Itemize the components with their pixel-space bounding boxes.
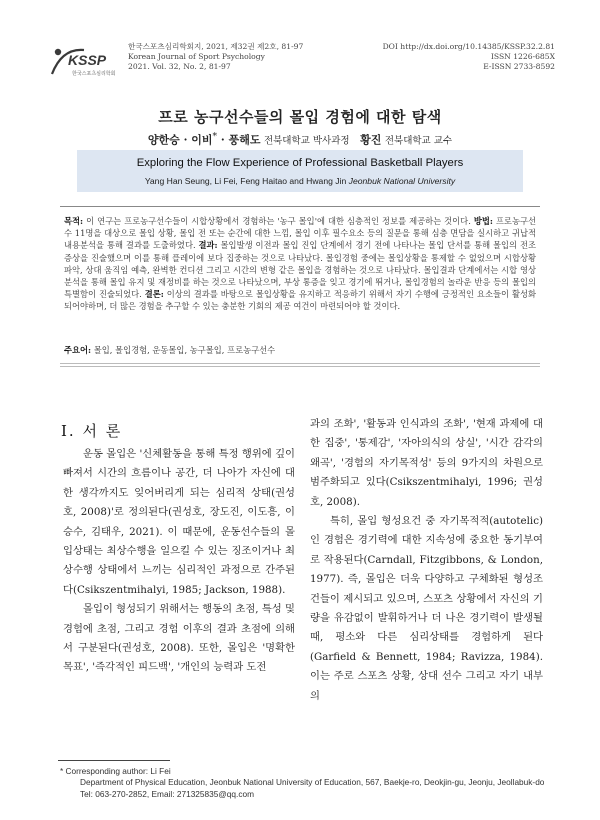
- journal-name-en: Korean Journal of Sport Psychology: [128, 52, 265, 61]
- affiliation-en: Jeonbuk National University: [348, 176, 456, 186]
- footnote: [60, 766, 550, 800]
- journal-volume: 2021. Vol. 32, No. 2, 81-97: [128, 62, 231, 71]
- eissn: E-ISSN 2733-8592: [483, 62, 555, 71]
- keywords-label: 주요어:: [64, 345, 92, 355]
- abstract-label-aim: 목적:: [64, 216, 84, 226]
- paragraph: 특히, 몰입 형성요건 중 자기목적적(autotelic)인 경험은 경기력에 대한 지속성에 중요한 동기부여로 작용된다(Carndall, Fitzgibbons, & London, 1977). 즉, 몰입은 더욱 다양하고 구체화된 형성조건들이 제시되고 있으며, 스포츠 상황에서 자신의 기량을 유감없이 발휘하거나 더 나은 경기력이 발생될 때, 평소와 다른 심리상태를 경험하게 된다(Garfield & Bennett, 1984; Ravizza, 1984). 이는 주로 스포츠 상황, 상대 선수 그리고 자기 내부의: [310, 515, 543, 702]
- authors-en: [0, 176, 600, 186]
- abstract-label-conclusion: 결론:: [144, 289, 164, 300]
- paragraph: 과의 조화', '활동과 인식과의 조화', '현재 과제에 대한 집중', '통제감', '자아의식의 상실', '시간 감각의 왜곡', '경험의 자기목적성' 등의 9가지의 차원으로 범주화되고 있다(Csikszentmihalyi, 1996; 권성호, 2008).: [310, 418, 543, 508]
- abstract-aim: 이 연구는 프로농구선수들이 시합상황에서 경험하는 '농구 몰입'에 대한 심층적인 정보를 제공하는 것이다.: [83, 216, 471, 226]
- keywords-text: 몰입, 몰입경험, 운동몰입, 농구몰입, 프로농구선수: [91, 345, 276, 355]
- corresponding-mark: *: [212, 131, 218, 142]
- issn: ISSN 1226-685X: [490, 52, 555, 61]
- abstract-method: 프로농구선수 11명을 대상으로 몰입 상황, 몰입 전 또는 순간에 대한 느낌, 몰입 이후 필수요소 등의 질문을 통해 심층 면담을 실시하고 귀납적 내용분석을 통해 결과를 도출하였다.: [64, 216, 536, 251]
- author-names-en: Yang Han Seung, Li Fei, Feng Haitao and Hwang Jin: [144, 176, 347, 186]
- footnote-contact: Tel: 063-270-2852, Email: 271325835@qq.com: [80, 788, 255, 799]
- abstract-divider: [60, 366, 540, 367]
- svg-text:KSSP: KSSP: [68, 52, 107, 68]
- author-affiliation-2: 전북대학교 교수: [384, 135, 453, 147]
- section-title: Ⅰ. 서 론: [61, 422, 123, 440]
- svg-text:한국스포츠심리학회: 한국스포츠심리학회: [72, 71, 116, 77]
- paper-title-kr: 프로 농구선수들의 몰입 경험에 대한 탐색: [158, 108, 442, 126]
- author-names: 양한승 · 이비: [147, 133, 213, 147]
- author-affiliation-1: 전북대학교 박사과정: [263, 135, 350, 147]
- abstract-label-method: 방법:: [473, 216, 493, 226]
- paragraph: 몰입이 형성되기 위해서는 행동의 초점, 특성 및 경험에 초점, 그리고 경험 이후의 결과 초점에 의해서 구분된다(권성호, 2008). 또한, 몰입은 '명확한 목표', '즉각적인 피드백', '개인의 능력과 도전: [63, 603, 295, 674]
- author-names-2: · 풍해도: [217, 133, 261, 147]
- doi: DOI http://dx.doi.org/10.14385/KSSP.32.2.81: [382, 42, 555, 51]
- journal-header: [50, 42, 555, 82]
- footnote-address: Department of Physical Education, Jeonbuk National University of Education, 567, Baekje-ro, Deokjin-gu, Jeonju, Jeollabuk-do: [80, 777, 545, 788]
- abstract-conclusion: 이상의 결과를 바탕으로 몰입상황을 유지하고 적응하기 위해서 자기 수행에 긍정적인 요소들이 활성화 되어야하며, 더 많은 경험을 추구할 수 있는 충분한 기회의 제공 여건이 마련되어야 할 것이다.: [64, 289, 536, 312]
- paragraph: 운동 몰입은 '신체활동을 통해 특정 행위에 깊이 빠져서 시간의 흐름이나 공간, 더 나아가 자신에 대한 생각까지도 잊어버리게 되는 심리적 상태(권성호, 2008)'로 정의된다(권성호, 장도진, 이도흥, 이승수, 김태우, 2021). 이 때문에, 운동선수들의 몰입상태는 최상수행을 일으킬 수 있는 징조이거나 최상수행 상태에서 느끼는 심리적인 과정으로 간주된다(Csikszentmihalyi, 1985; Jackson, 1988).: [63, 448, 295, 596]
- body-column-left: [63, 445, 295, 678]
- authors-kr: [0, 131, 600, 148]
- body-column-right: [310, 415, 543, 706]
- abstract: [64, 215, 536, 313]
- abstract-result: 몰입발생 이전과 몰입 진입 단계에서 경기 전에 나타나는 몰입 단서를 통해 몰입의 전조 증상을 진술했으며 이를 통해 플레이에 보다 집중하는 것으로 나타났다. 몰입경험 중에는 몰입상황을 통제할 수 없었으며 시합상황 파악, 상대 움직임 예측, 완벽한 컨디션 그리고 시간의 변형 같은 몰입을 경험하는 것으로 나타났다. 몰입결과 단계에서는 시합 영상분석을 통해 몰입 유지 및 재정비를 하는 것으로 나타났으며, 부상 통증을 잊고 경기에 뛰거나, 몰입경험의 놀라운 반응 등의 몰입의 특별함이 진술되었다.: [64, 240, 537, 300]
- paper-title-en: Exploring the Flow Experience of Professional Basketball Players: [136, 157, 464, 169]
- keywords: [64, 344, 536, 356]
- abstract-label-result: 결과:: [198, 240, 218, 251]
- kssp-logo: [50, 44, 120, 78]
- journal-name-kr: 한국스포츠심리학회지, 2021, 제32권 제2호, 81-97: [128, 42, 304, 51]
- footnote-corresponding: * Corresponding author: Li Fei: [60, 766, 171, 776]
- author-name-3: 황진: [360, 133, 382, 147]
- footnote-rule: [58, 760, 170, 761]
